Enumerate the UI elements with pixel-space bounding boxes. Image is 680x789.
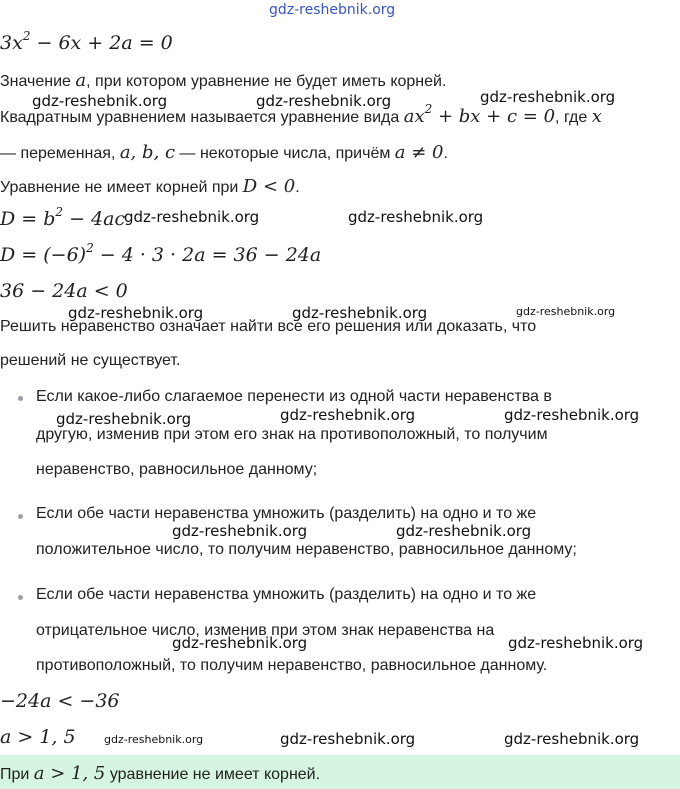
watermark: gdz-reshebnik.org (348, 208, 484, 226)
watermark-top: gdz-reshebnik.org (269, 2, 396, 18)
bullet-dot (18, 514, 23, 519)
discriminant-formula (0, 205, 126, 230)
watermark: gdz-reshebnik.org (516, 305, 616, 318)
watermark: gdz-reshebnik.org (124, 208, 260, 226)
discriminant-formula-a: D = b (0, 208, 56, 230)
equation-power: 2 (22, 29, 31, 43)
intro-condition: a ≠ 0 (394, 142, 444, 163)
answer-pre: При (0, 766, 34, 783)
intro-line-2-post: , где (555, 109, 592, 126)
intro-line-3-pre: — переменная, (0, 145, 120, 162)
intro-line-1 (0, 70, 446, 91)
roots-condition (0, 176, 300, 197)
watermark: gdz-reshebnik.org (292, 304, 428, 322)
answer-box (0, 755, 680, 789)
bullet-1-line-2: другую, изменив при этом его знак на противоположный, то получим (36, 426, 548, 443)
intro-line-3-mid: — некоторые числа, причём (175, 145, 395, 162)
roots-condition-post: . (295, 179, 300, 196)
watermark: gdz-reshebnik.org (56, 410, 192, 428)
watermark: gdz-reshebnik.org (280, 730, 416, 748)
watermark: gdz-reshebnik.org (32, 92, 168, 110)
discriminant-formula-power: 2 (55, 205, 64, 219)
watermark: gdz-reshebnik.org (504, 406, 640, 424)
equation-part-a: 3x (0, 32, 23, 54)
equation-part-b: − 6x + 2a = 0 (30, 32, 173, 54)
intro-var-a: a (75, 70, 87, 91)
discriminant-calc-a: D = (−6) (0, 244, 87, 266)
watermark: gdz-reshebnik.org (480, 88, 616, 106)
rule-line-1: Решить неравенство означает найти все его решения или доказать, что (0, 318, 537, 335)
watermark: gdz-reshebnik.org (504, 730, 640, 748)
discriminant-calc-power: 2 (86, 241, 94, 255)
intro-line-1-post: , при котором уравнение не будет иметь корней. (86, 73, 447, 90)
bullet-dot (18, 396, 23, 401)
bullet-2-line-1: Если обе части неравенства умножить (разделить) на одно и то же (36, 505, 537, 522)
bullet-dot (18, 595, 23, 600)
intro-line-2-pre: Квадратным уравнением называется уравнение вида (0, 109, 404, 126)
watermark: gdz-reshebnik.org (172, 634, 308, 652)
discriminant-calculation (0, 241, 322, 266)
watermark: gdz-reshebnik.org (256, 92, 392, 110)
roots-condition-pre: Уравнение не имеет корней при (0, 179, 243, 196)
quadratic-form-power: 2 (424, 102, 433, 116)
watermark: gdz-reshebnik.org (280, 406, 416, 424)
quadratic-form (403, 102, 556, 127)
intro-line-3 (0, 142, 448, 163)
watermark: gdz-reshebnik.org (68, 304, 204, 322)
intro-var-x: x (591, 106, 602, 127)
watermark: gdz-reshebnik.org (172, 522, 308, 540)
discriminant-formula-b: − 4ac (63, 208, 126, 230)
bullet-1-line-3: неравенство, равносильное данному; (36, 461, 318, 478)
rule-line-2: решений не существует. (0, 352, 181, 369)
intro-line-2 (0, 102, 602, 127)
answer-text (0, 763, 320, 784)
discriminant-calc-b: − 4 · 3 · 2a = 36 − 24a (93, 244, 322, 266)
intro-line-1-pre: Значение (0, 73, 76, 90)
answer-post: уравнение не имеет корней. (105, 766, 321, 783)
equation (0, 29, 173, 54)
answer-expr: a > 1, 5 (33, 763, 106, 784)
roots-condition-expr: D < 0 (242, 176, 296, 197)
solution-step-2: a > 1, 5 (0, 726, 76, 748)
bullet-3-line-2: отрицательное число, изменив при этом знак неравенства на (36, 622, 495, 639)
bullet-2-line-2: положительное число, то получим неравенство, равносильное данному; (36, 541, 577, 558)
bullet-3-line-1: Если обе части неравенства умножить (разделить) на одно и то же (36, 586, 537, 603)
watermark: gdz-reshebnik.org (396, 522, 532, 540)
quadratic-form-b: + bx + c = 0 (432, 106, 556, 127)
watermark: gdz-reshebnik.org (104, 733, 204, 746)
intro-vars: a, b, c (119, 142, 176, 163)
bullet-1-line-1: Если какое-либо слагаемое перенести из одной части неравенства в (36, 388, 552, 405)
solution-step-1: −24a < −36 (0, 690, 120, 712)
quadratic-form-a: ax (403, 106, 425, 127)
intro-line-3-post: . (443, 145, 448, 162)
discriminant-inequality: 36 − 24a < 0 (0, 280, 128, 302)
watermark: gdz-reshebnik.org (508, 634, 644, 652)
bullet-3-line-3: противоположный, то получим неравенство, равносильное данному. (36, 657, 548, 674)
